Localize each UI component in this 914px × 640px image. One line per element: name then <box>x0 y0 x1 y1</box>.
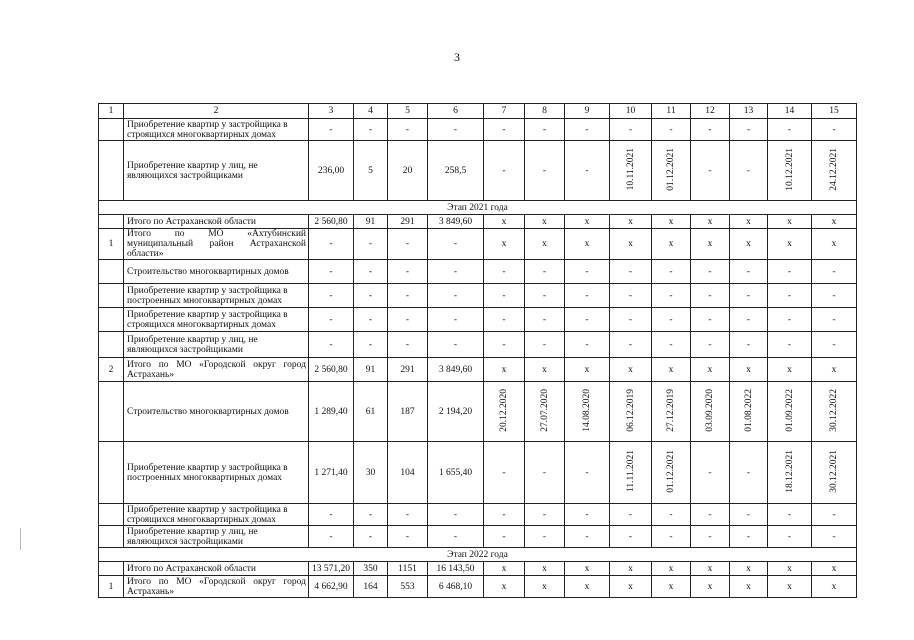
value-cell: - <box>691 284 730 308</box>
value-cell: - <box>388 504 428 526</box>
vertical-date: 01.09.2022 <box>784 388 795 432</box>
value-cell: 291 <box>388 215 428 229</box>
value-cell: x <box>565 576 610 598</box>
header-cell-14: 14 <box>768 104 812 119</box>
row-number <box>99 119 124 141</box>
value-cell: - <box>309 332 354 358</box>
table-row <box>99 229 857 260</box>
value-cell: - <box>354 119 388 141</box>
value-cell: 104 <box>388 442 428 504</box>
value-cell: - <box>691 141 730 201</box>
vertical-date: 18.12.2021 <box>784 449 795 493</box>
value-cell: - <box>691 308 730 332</box>
table-row <box>99 260 857 284</box>
value-cell: - <box>428 284 484 308</box>
date-cell <box>610 141 652 201</box>
value-cell: x <box>652 562 691 576</box>
value-cell: - <box>730 308 768 332</box>
value-cell: - <box>812 526 857 548</box>
row-number <box>99 526 124 548</box>
value-cell: - <box>428 260 484 284</box>
value-cell: - <box>354 308 388 332</box>
value-cell: - <box>354 504 388 526</box>
value-cell: - <box>484 284 525 308</box>
header-cell-11: 11 <box>652 104 691 119</box>
value-cell: x <box>610 229 652 260</box>
value-cell: - <box>309 504 354 526</box>
table-row <box>99 332 857 358</box>
row-name: Приобретение квартир у лиц, не являющихся застройщиками <box>124 526 309 548</box>
row-number: 1 <box>99 576 124 598</box>
value-cell: 1151 <box>388 562 428 576</box>
header-cell-10: 10 <box>610 104 652 119</box>
date-cell <box>812 141 857 201</box>
row-name: Строительство многоквартирных домов <box>124 382 309 442</box>
value-cell: - <box>652 332 691 358</box>
value-cell: - <box>652 526 691 548</box>
table-row <box>99 141 857 201</box>
value-cell: - <box>525 442 565 504</box>
value-cell: - <box>388 260 428 284</box>
value-cell: - <box>525 308 565 332</box>
value-cell: x <box>691 358 730 382</box>
value-cell: - <box>730 504 768 526</box>
value-cell: - <box>691 260 730 284</box>
row-name: Строительство многоквартирных домов <box>124 260 309 284</box>
date-cell <box>768 382 812 442</box>
date-cell <box>565 382 610 442</box>
vertical-date: 24.12.2021 <box>829 147 839 191</box>
header-cell-3: 3 <box>309 104 354 119</box>
value-cell: - <box>565 141 610 201</box>
row-name: Приобретение квартир у застройщика в строящихся многоквартирных домах <box>124 308 309 332</box>
value-cell: - <box>428 308 484 332</box>
header-cell-9: 9 <box>565 104 610 119</box>
value-cell: - <box>309 284 354 308</box>
row-number <box>99 332 124 358</box>
value-cell: x <box>525 215 565 229</box>
value-cell: - <box>388 284 428 308</box>
value-cell: x <box>768 358 812 382</box>
table-row <box>99 215 857 229</box>
value-cell: - <box>525 260 565 284</box>
table-row <box>99 382 857 442</box>
stage-row <box>99 548 857 562</box>
value-cell: x <box>652 576 691 598</box>
value-cell: - <box>484 332 525 358</box>
vertical-date: 01.12.2021 <box>666 147 676 191</box>
value-cell: x <box>812 576 857 598</box>
value-cell: - <box>484 260 525 284</box>
value-cell: - <box>812 332 857 358</box>
vertical-date: 03.09.2020 <box>705 388 715 432</box>
value-cell: 291 <box>388 358 428 382</box>
value-cell: x <box>768 229 812 260</box>
value-cell: - <box>610 332 652 358</box>
date-cell <box>610 442 652 504</box>
value-cell: - <box>730 141 768 201</box>
value-cell: - <box>428 119 484 141</box>
value-cell: - <box>812 284 857 308</box>
value-cell: - <box>565 260 610 284</box>
page-number: 3 <box>454 50 460 64</box>
value-cell: x <box>525 562 565 576</box>
value-cell: - <box>691 526 730 548</box>
vertical-date: 11.11.2021 <box>625 449 636 493</box>
value-cell: 61 <box>354 382 388 442</box>
value-cell: x <box>525 576 565 598</box>
value-cell: - <box>691 442 730 504</box>
date-cell <box>484 382 525 442</box>
value-cell: - <box>388 526 428 548</box>
value-cell: - <box>730 284 768 308</box>
date-cell <box>652 382 691 442</box>
value-cell: - <box>768 504 812 526</box>
value-cell: - <box>354 332 388 358</box>
value-cell: - <box>354 526 388 548</box>
vertical-date: 20.12.2020 <box>499 388 509 432</box>
value-cell: - <box>768 526 812 548</box>
stage-label: Этап 2022 года <box>99 548 857 562</box>
date-cell <box>768 442 812 504</box>
value-cell: x <box>812 229 857 260</box>
value-cell: 5 <box>354 141 388 201</box>
value-cell: - <box>428 332 484 358</box>
date-cell <box>812 442 857 504</box>
value-cell: - <box>484 119 525 141</box>
value-cell: x <box>565 229 610 260</box>
value-cell: - <box>768 284 812 308</box>
value-cell: x <box>525 358 565 382</box>
value-cell: - <box>691 332 730 358</box>
stage-label: Этап 2021 года <box>99 201 857 215</box>
value-cell: 2 560,80 <box>309 358 354 382</box>
table-row <box>99 504 857 526</box>
value-cell: - <box>768 332 812 358</box>
value-cell: 20 <box>388 141 428 201</box>
value-cell: 258,5 <box>428 141 484 201</box>
value-cell: - <box>428 229 484 260</box>
date-cell <box>812 382 857 442</box>
value-cell: - <box>565 119 610 141</box>
value-cell: - <box>354 260 388 284</box>
table-row <box>99 284 857 308</box>
row-name: Приобретение квартир у застройщика в строящихся многоквартирных домах <box>124 119 309 141</box>
table-row <box>99 562 857 576</box>
value-cell: x <box>484 358 525 382</box>
table-row <box>99 358 857 382</box>
row-number: 2 <box>99 358 124 382</box>
date-cell <box>525 382 565 442</box>
vertical-date: 30.12.2022 <box>829 388 839 432</box>
row-name: Приобретение квартир у лиц, не являющихся застройщиками <box>124 141 309 201</box>
value-cell: - <box>525 504 565 526</box>
vertical-date: 14.08.2020 <box>582 388 592 432</box>
vertical-date: 27.07.2020 <box>539 388 550 432</box>
value-cell: x <box>730 358 768 382</box>
row-name: Итого по Астраханской области <box>124 562 309 576</box>
value-cell: x <box>691 576 730 598</box>
row-number <box>99 215 124 229</box>
value-cell: x <box>652 215 691 229</box>
value-cell: - <box>388 229 428 260</box>
row-name: Приобретение квартир у лиц, не являющихся застройщиками <box>124 332 309 358</box>
vertical-date: 27.12.2019 <box>666 388 676 432</box>
value-cell: 2 560,80 <box>309 215 354 229</box>
value-cell: x <box>812 358 857 382</box>
table-row <box>99 576 857 598</box>
header-cell-7: 7 <box>484 104 525 119</box>
value-cell: 3 849,60 <box>428 215 484 229</box>
value-cell: - <box>309 308 354 332</box>
row-number <box>99 284 124 308</box>
vertical-date: 10.12.2021 <box>784 147 795 191</box>
value-cell: - <box>565 504 610 526</box>
value-cell: - <box>610 260 652 284</box>
value-cell: x <box>768 576 812 598</box>
value-cell: x <box>730 576 768 598</box>
value-cell: - <box>610 526 652 548</box>
value-cell: x <box>768 215 812 229</box>
row-number <box>99 382 124 442</box>
value-cell: x <box>484 229 525 260</box>
value-cell: x <box>768 562 812 576</box>
value-cell: 6 468,10 <box>428 576 484 598</box>
value-cell: - <box>354 284 388 308</box>
value-cell: 1 655,40 <box>428 442 484 504</box>
value-cell: 164 <box>354 576 388 598</box>
value-cell: x <box>484 576 525 598</box>
value-cell: 187 <box>388 382 428 442</box>
value-cell: - <box>730 442 768 504</box>
value-cell: - <box>652 284 691 308</box>
value-cell: x <box>730 562 768 576</box>
row-name: Итого по МО «Городской округ город Астрахань» <box>124 576 309 598</box>
value-cell: 3 849,60 <box>428 358 484 382</box>
value-cell: - <box>565 442 610 504</box>
header-row <box>99 104 857 119</box>
vertical-date: 30.12.2021 <box>829 449 839 493</box>
value-cell: - <box>730 526 768 548</box>
value-cell: - <box>730 119 768 141</box>
row-name: Итого по МО «Городской округ город Астрахань» <box>124 358 309 382</box>
data-table <box>98 103 857 598</box>
header-cell-8: 8 <box>525 104 565 119</box>
header-cell-5: 5 <box>388 104 428 119</box>
value-cell: - <box>691 504 730 526</box>
value-cell: - <box>691 119 730 141</box>
value-cell: - <box>652 504 691 526</box>
value-cell: 91 <box>354 358 388 382</box>
value-cell: x <box>610 562 652 576</box>
value-cell: - <box>388 119 428 141</box>
value-cell: 1 271,40 <box>309 442 354 504</box>
table-row <box>99 308 857 332</box>
value-cell: - <box>309 229 354 260</box>
value-cell: - <box>812 119 857 141</box>
value-cell: x <box>812 562 857 576</box>
value-cell: 4 662,90 <box>309 576 354 598</box>
value-cell: - <box>812 260 857 284</box>
value-cell: - <box>610 308 652 332</box>
value-cell: - <box>309 119 354 141</box>
value-cell: x <box>652 229 691 260</box>
value-cell: x <box>610 215 652 229</box>
value-cell: 553 <box>388 576 428 598</box>
table-row <box>99 442 857 504</box>
value-cell: x <box>610 358 652 382</box>
row-name: Приобретение квартир у застройщика в построенных многоквартирных домах <box>124 284 309 308</box>
value-cell: - <box>525 141 565 201</box>
header-cell-13: 13 <box>730 104 768 119</box>
row-number <box>99 260 124 284</box>
value-cell: - <box>484 504 525 526</box>
table-row <box>99 526 857 548</box>
value-cell: - <box>354 229 388 260</box>
value-cell: - <box>652 308 691 332</box>
row-name: Приобретение квартир у застройщика в строящихся многоквартирных домах <box>124 504 309 526</box>
row-number <box>99 308 124 332</box>
value-cell: x <box>565 562 610 576</box>
value-cell: x <box>525 229 565 260</box>
value-cell: x <box>565 215 610 229</box>
date-cell <box>768 141 812 201</box>
value-cell: - <box>525 332 565 358</box>
header-cell-4: 4 <box>354 104 388 119</box>
value-cell: 1 289,40 <box>309 382 354 442</box>
value-cell: x <box>484 562 525 576</box>
vertical-date: 01.08.2022 <box>743 388 754 432</box>
value-cell: 13 571,20 <box>309 562 354 576</box>
row-number <box>99 141 124 201</box>
row-number <box>99 562 124 576</box>
value-cell: - <box>428 526 484 548</box>
value-cell: - <box>812 504 857 526</box>
value-cell: - <box>428 504 484 526</box>
stage-row <box>99 201 857 215</box>
value-cell: 91 <box>354 215 388 229</box>
value-cell: - <box>565 526 610 548</box>
value-cell: x <box>652 358 691 382</box>
value-cell: - <box>610 504 652 526</box>
header-cell-6: 6 <box>428 104 484 119</box>
value-cell: 350 <box>354 562 388 576</box>
date-cell <box>652 442 691 504</box>
value-cell: - <box>768 260 812 284</box>
row-name: Приобретение квартир у застройщика в построенных многоквартирных домах <box>124 442 309 504</box>
date-cell <box>730 382 768 442</box>
margin-mark <box>20 528 23 550</box>
value-cell: x <box>484 215 525 229</box>
value-cell: - <box>812 308 857 332</box>
value-cell: - <box>309 526 354 548</box>
value-cell: - <box>525 119 565 141</box>
value-cell: - <box>610 119 652 141</box>
value-cell: - <box>768 119 812 141</box>
value-cell: x <box>691 229 730 260</box>
header-cell-15: 15 <box>812 104 857 119</box>
table-row <box>99 119 857 141</box>
value-cell: x <box>730 229 768 260</box>
value-cell: - <box>484 442 525 504</box>
vertical-date: 06.12.2019 <box>625 388 636 432</box>
value-cell: x <box>565 358 610 382</box>
date-cell <box>610 382 652 442</box>
value-cell: - <box>565 308 610 332</box>
value-cell: - <box>388 308 428 332</box>
value-cell: - <box>768 308 812 332</box>
header-cell-2: 2 <box>124 104 309 119</box>
row-number <box>99 442 124 504</box>
value-cell: - <box>388 332 428 358</box>
value-cell: x <box>691 562 730 576</box>
value-cell: 16 143,50 <box>428 562 484 576</box>
header-cell-1: 1 <box>99 104 124 119</box>
vertical-date: 10.11.2021 <box>625 147 636 191</box>
value-cell: x <box>812 215 857 229</box>
value-cell: - <box>610 284 652 308</box>
value-cell: 30 <box>354 442 388 504</box>
value-cell: - <box>484 141 525 201</box>
row-number <box>99 504 124 526</box>
value-cell: x <box>610 576 652 598</box>
value-cell: 2 194,20 <box>428 382 484 442</box>
value-cell: - <box>309 260 354 284</box>
value-cell: - <box>525 526 565 548</box>
value-cell: - <box>652 119 691 141</box>
value-cell: - <box>565 284 610 308</box>
value-cell: x <box>730 215 768 229</box>
date-cell <box>652 141 691 201</box>
value-cell: - <box>565 332 610 358</box>
value-cell: - <box>484 308 525 332</box>
value-cell: - <box>730 332 768 358</box>
value-cell: - <box>652 260 691 284</box>
row-number: 1 <box>99 229 124 260</box>
value-cell: - <box>730 260 768 284</box>
value-cell: - <box>484 526 525 548</box>
value-cell: x <box>691 215 730 229</box>
value-cell: 236,00 <box>309 141 354 201</box>
header-cell-12: 12 <box>691 104 730 119</box>
value-cell: - <box>525 284 565 308</box>
row-name: Итого по Астраханской области <box>124 215 309 229</box>
date-cell <box>691 382 730 442</box>
row-name: Итого по МО «Ахтубинский муниципальный район Астраханской области» <box>124 229 309 260</box>
vertical-date: 01.12.2021 <box>666 449 676 493</box>
